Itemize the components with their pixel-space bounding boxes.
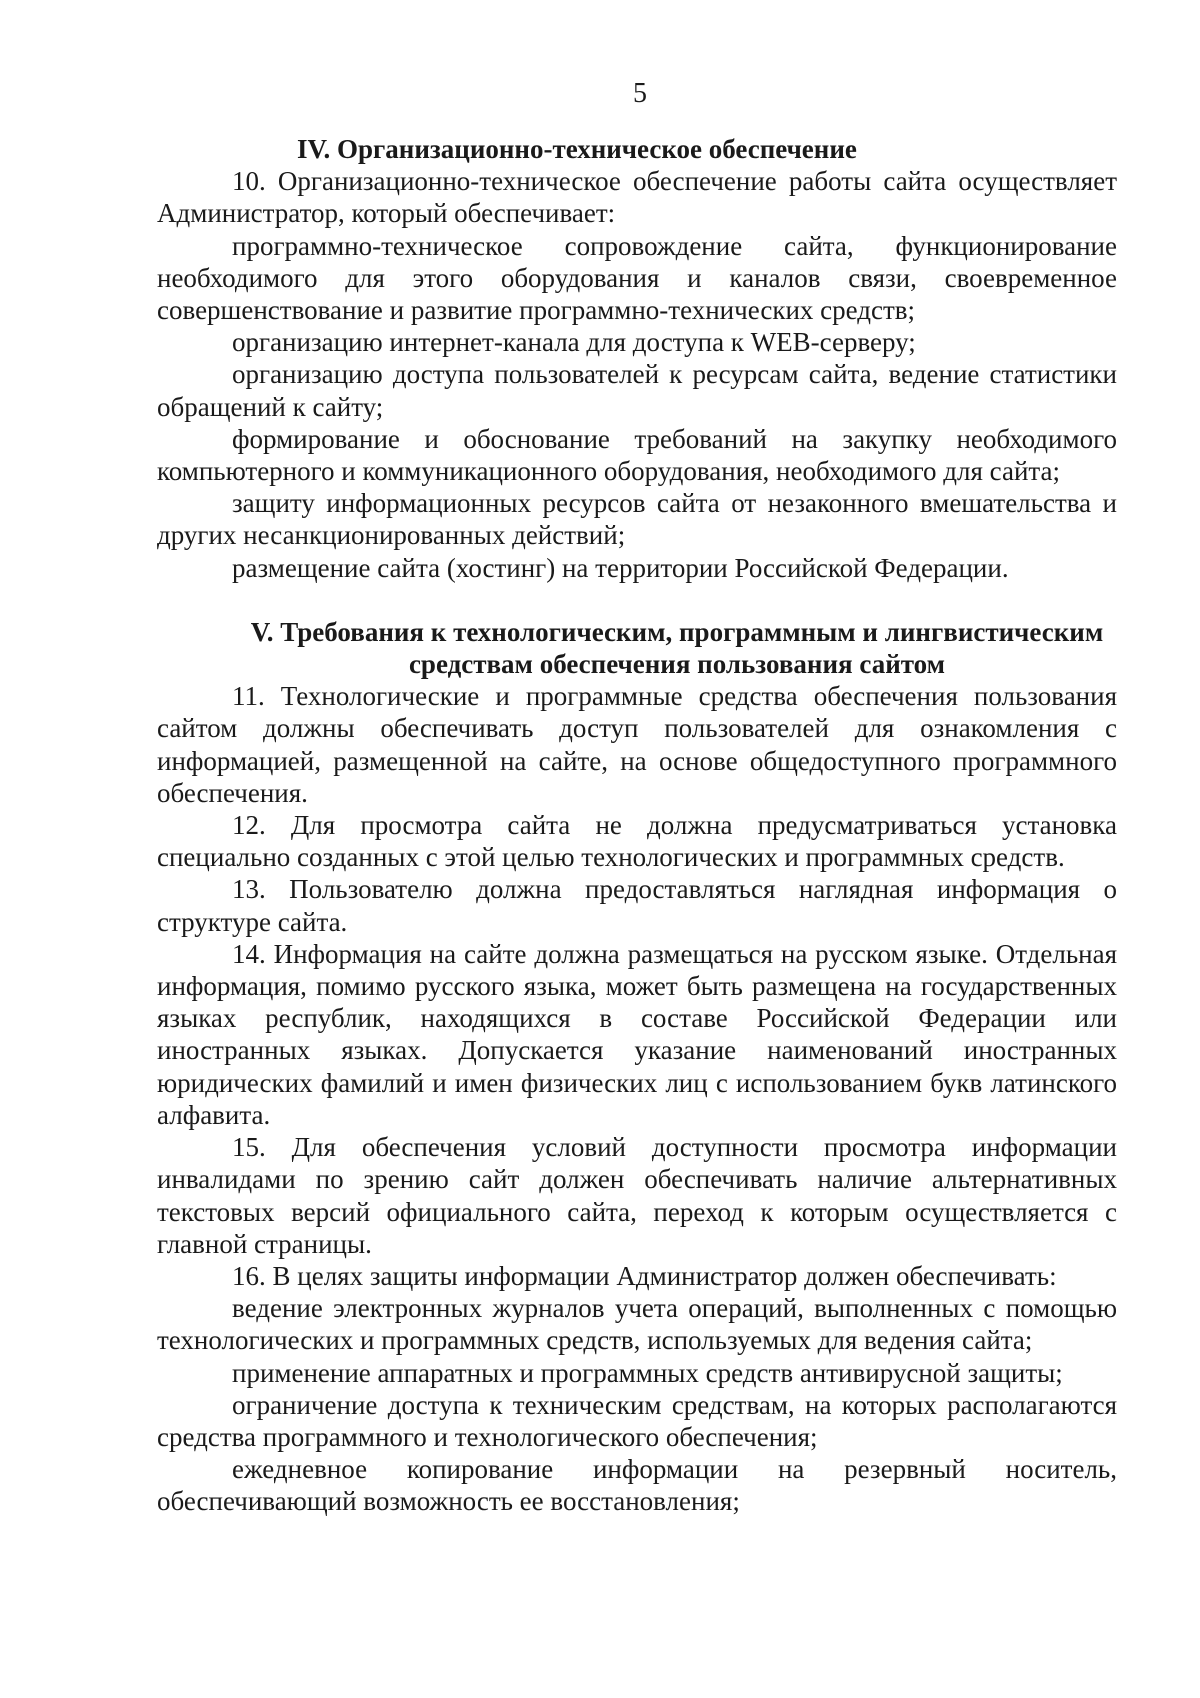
document-body xyxy=(157,133,1117,1518)
list-item-internet-channel: организацию интернет-канала для доступа к WEB-серверу; xyxy=(232,327,916,358)
list-item-equipment-requirements: формирование и обоснование требований на закупку необходимого компьютерного и коммуникационного оборудования, необходимого для сайта; xyxy=(157,423,1117,487)
section-5-heading-line-2: средствам обеспечения пользования сайтом xyxy=(408,649,946,680)
list-item-resource-protection: защиту информационных ресурсов сайта от незаконного вмешательства и других несанкционированных действий; xyxy=(157,488,1117,551)
paragraph-16: 16. В целях защиты информации Администратор должен обеспечивать: xyxy=(232,1260,1057,1291)
paragraph-14: 14. Информация на сайте должна размещаться на русском языке. Отдельная информация, помимо русского языка, может быть размещена на государственных языках республик, находящихся в составе Российской Федерации или иностранных языках. Допускается указание наименований иностранных юридических фамилий и имен физических лиц с использованием букв латинского алфавита. xyxy=(157,938,1117,1130)
section-5-heading xyxy=(157,616,1117,680)
paragraph-15: 15. Для обеспечения условий доступности просмотра информации инвалидами по зрению сайт должен обеспечивать наличие альтернативных текстовых версий официального сайта, переход к которым осуществляется с главной страницы. xyxy=(157,1132,1117,1259)
list-item-software-support: программно-техническое сопровождение сайта, функционирование необходимого для этого оборудования и каналов связи, своевременное совершенствование и развитие программно-технических средств; xyxy=(157,230,1117,326)
section-4-heading: IV. Организационно-техническое обеспечение xyxy=(297,134,857,164)
page-number: 5 xyxy=(633,78,647,109)
list-item-antivirus: применение аппаратных и программных средств антивирусной защиты; xyxy=(232,1357,1063,1388)
paragraph-12: 12. Для просмотра сайта не должна предусматриваться установка специально созданных с этой целью технологических и программных средств. xyxy=(157,810,1117,873)
paragraph-10: 10. Организационно-техническое обеспечение работы сайта осуществляет Администратор, который обеспечивает: xyxy=(157,166,1117,229)
paragraph-13: 13. Пользователю должна предоставляться наглядная информация о структуре сайта. xyxy=(157,874,1117,937)
list-item-audit-logs: ведение электронных журналов учета операций, выполненных с помощью технологических и программных средств, используемых для ведения сайта; xyxy=(157,1293,1117,1356)
list-item-restrict-access: ограничение доступа к техническим средствам, на которых располагаются средства программного и технологического обеспечения; xyxy=(157,1389,1117,1452)
paragraph-11: 11. Технологические и программные средства обеспечения пользования сайтом должны обеспечивать доступ пользователей для ознакомления с информацией, размещенной на сайте, на основе общедоступного программного обеспечения. xyxy=(157,681,1117,808)
list-item-daily-backup: ежедневное копирование информации на резервный носитель, обеспечивающий возможность ее восстановления; xyxy=(157,1454,1117,1517)
list-item-user-access: организацию доступа пользователей к ресурсам сайта, ведение статистики обращений к сайту; xyxy=(157,359,1117,422)
section-5-heading-line-1: V. Требования к технологическим, программным и лингвистическим xyxy=(250,616,1104,647)
list-item-hosting: размещение сайта (хостинг) на территории Российской Федерации. xyxy=(232,552,1009,583)
